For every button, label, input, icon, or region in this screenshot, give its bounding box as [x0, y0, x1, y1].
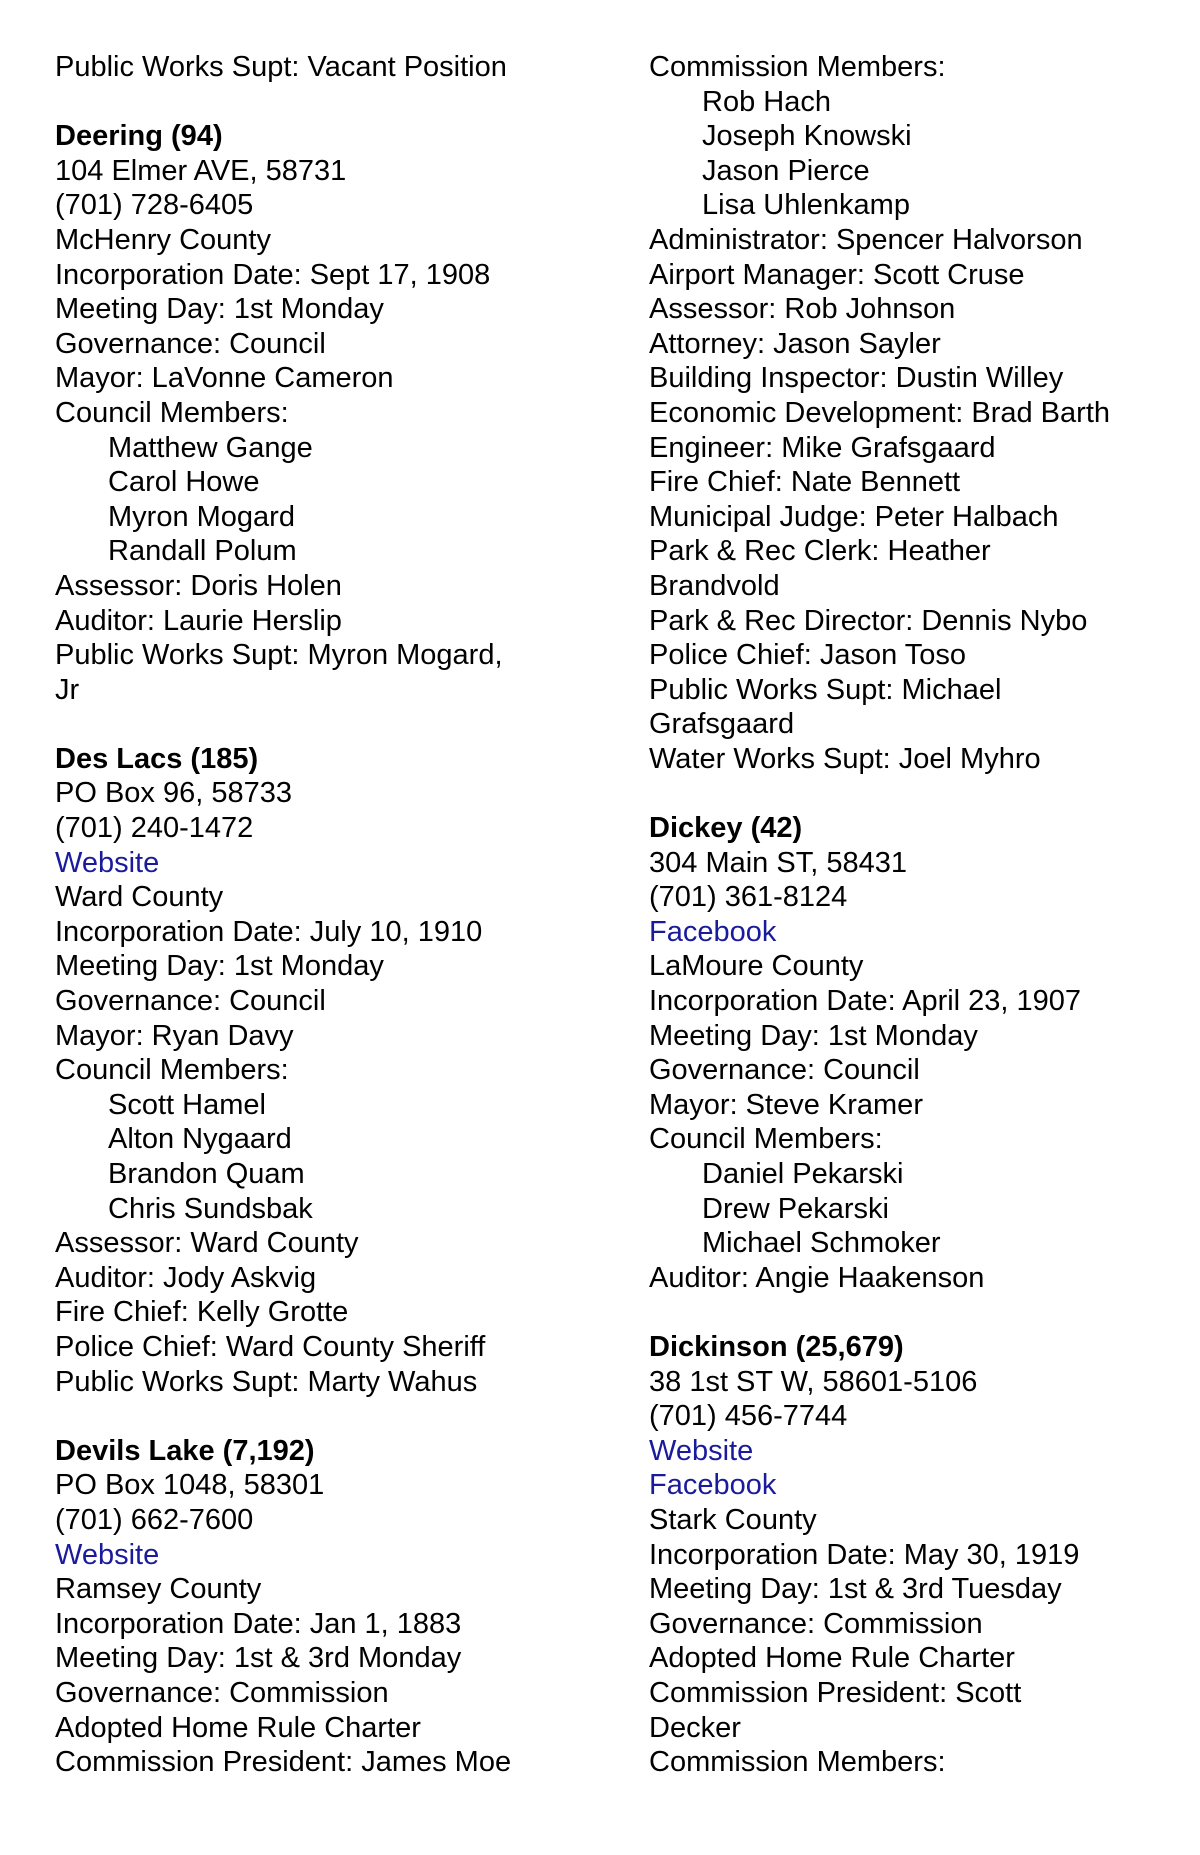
detail-line: Decker [649, 1711, 741, 1744]
member-name: Lisa Uhlenkamp [702, 189, 910, 222]
detail-line: Assessor: Ward County [55, 1227, 359, 1260]
detail-line: Meeting Day: 1st Monday [55, 293, 384, 326]
detail-line: Meeting Day: 1st Monday [55, 950, 384, 983]
detail-line: Commission Members: [649, 51, 946, 83]
detail-line: (701) 728-6405 [55, 189, 254, 222]
detail-line: Incorporation Date: April 23, 1907 [649, 985, 1082, 1018]
detail-line: Ramsey County [55, 1573, 262, 1606]
detail-line: Park & Rec Director: Dennis Nybo [649, 604, 1088, 637]
detail-line: Council Members: [649, 1123, 883, 1156]
facebook-link[interactable]: Facebook [649, 915, 777, 948]
detail-line: Governance: Commission [649, 1607, 983, 1640]
member-name: Myron Mogard [108, 500, 295, 533]
member-name: Drew Pekarski [702, 1192, 889, 1225]
member-name: Matthew Gange [108, 431, 313, 464]
detail-line: Jr [55, 673, 80, 706]
detail-line: LaMoure County [649, 950, 864, 983]
facebook-link[interactable]: Facebook [649, 1469, 777, 1502]
member-name: Joseph Knowski [702, 120, 912, 153]
detail-line: Governance: Council [55, 985, 326, 1018]
detail-line: Grafsgaard [649, 708, 795, 741]
detail-line: Governance: Council [649, 1054, 920, 1087]
detail-line: Attorney: Jason Sayler [649, 327, 941, 360]
detail-line: Public Works Supt: Vacant Position [55, 51, 507, 83]
website-link[interactable]: Website [55, 846, 160, 879]
city-heading: Des Lacs (185) [55, 742, 259, 775]
detail-line: (701) 361-8124 [649, 881, 848, 914]
detail-line: Stark County [649, 1503, 817, 1536]
detail-line: Public Works Supt: Myron Mogard, [55, 639, 503, 672]
detail-line: Brandvold [649, 569, 780, 602]
detail-line: Administrator: Spencer Halvorson [649, 223, 1083, 256]
detail-line: Police Chief: Jason Toso [649, 639, 967, 672]
detail-line: Adopted Home Rule Charter [55, 1711, 421, 1744]
left-column [55, 50, 615, 1780]
website-link[interactable]: Website [649, 1434, 754, 1467]
detail-line: Engineer: Mike Grafsgaard [649, 431, 996, 464]
detail-line: McHenry County [55, 223, 271, 256]
member-name: Michael Schmoker [702, 1227, 941, 1260]
detail-line: (701) 240-1472 [55, 812, 254, 845]
detail-line: Public Works Supt: Marty Wahus [55, 1365, 478, 1398]
detail-line: Governance: Council [55, 327, 326, 360]
detail-line: Commission President: Scott [649, 1676, 1022, 1709]
detail-line: Auditor: Jody Askvig [55, 1261, 317, 1294]
detail-line: Police Chief: Ward County Sheriff [55, 1330, 486, 1363]
city-heading: Devils Lake (7,192) [55, 1434, 315, 1467]
detail-line: PO Box 1048, 58301 [55, 1469, 325, 1502]
detail-line: Mayor: Steve Kramer [649, 1088, 923, 1121]
member-name: Brandon Quam [108, 1158, 305, 1190]
detail-line: Commission Members: [649, 1746, 946, 1779]
detail-line: Building Inspector: Dustin Willey [649, 362, 1064, 395]
member-name: Daniel Pekarski [702, 1158, 904, 1190]
detail-line: Council Members: [55, 396, 289, 429]
detail-line: Ward County [55, 881, 224, 914]
city-heading: Dickey (42) [649, 812, 803, 845]
detail-line: Council Members: [55, 1054, 289, 1087]
city-heading: Dickinson (25,679) [649, 1330, 904, 1363]
detail-line: Incorporation Date: Jan 1, 1883 [55, 1607, 462, 1640]
detail-line: 304 Main ST, 58431 [649, 846, 907, 879]
member-name: Jason Pierce [702, 154, 870, 187]
detail-line: Incorporation Date: July 10, 1910 [55, 915, 483, 948]
detail-line: Meeting Day: 1st & 3rd Monday [55, 1642, 462, 1675]
detail-line: Incorporation Date: Sept 17, 1908 [55, 258, 491, 291]
detail-line: Commission President: James Moe [55, 1746, 512, 1779]
member-name: Alton Nygaard [108, 1123, 292, 1156]
spacer [55, 707, 615, 742]
member-name: Rob Hach [702, 85, 831, 118]
detail-line: 38 1st ST W, 58601-5106 [649, 1365, 978, 1398]
detail-line: (701) 456-7744 [649, 1400, 848, 1433]
detail-line: Economic Development: Brad Barth [649, 396, 1110, 429]
detail-line: 104 Elmer AVE, 58731 [55, 154, 347, 187]
detail-line: Adopted Home Rule Charter [649, 1642, 1015, 1675]
website-link[interactable]: Website [55, 1538, 160, 1571]
detail-line: PO Box 96, 58733 [55, 777, 292, 810]
member-name: Scott Hamel [108, 1088, 266, 1121]
detail-line: Municipal Judge: Peter Halbach [649, 500, 1059, 533]
detail-line: Incorporation Date: May 30, 1919 [649, 1538, 1080, 1571]
detail-line: (701) 662-7600 [55, 1503, 254, 1536]
detail-line: Meeting Day: 1st & 3rd Tuesday [649, 1573, 1062, 1606]
detail-line: Water Works Supt: Joel Myhro [649, 742, 1041, 775]
detail-line: Airport Manager: Scott Cruse [649, 258, 1025, 291]
detail-line: Mayor: Ryan Davy [55, 1019, 294, 1052]
member-name: Chris Sundsbak [108, 1192, 313, 1225]
city-heading: Deering (94) [55, 120, 223, 153]
detail-line: Auditor: Angie Haakenson [649, 1261, 985, 1294]
detail-line: Auditor: Laurie Herslip [55, 604, 342, 637]
detail-line: Assessor: Rob Johnson [649, 293, 956, 326]
spacer [55, 1399, 615, 1434]
detail-line: Meeting Day: 1st Monday [649, 1019, 978, 1052]
detail-line: Governance: Commission [55, 1676, 389, 1709]
detail-line: Park & Rec Clerk: Heather [649, 535, 991, 568]
right-column [649, 50, 1189, 1780]
spacer [55, 85, 615, 120]
member-name: Randall Polum [108, 535, 297, 568]
detail-line: Assessor: Doris Holen [55, 569, 342, 602]
spacer [649, 776, 1189, 811]
spacer [649, 1295, 1189, 1330]
member-name: Carol Howe [108, 466, 260, 499]
detail-line: Fire Chief: Kelly Grotte [55, 1296, 349, 1329]
detail-line: Mayor: LaVonne Cameron [55, 362, 394, 395]
detail-line: Fire Chief: Nate Bennett [649, 466, 961, 499]
detail-line: Public Works Supt: Michael [649, 673, 1002, 706]
